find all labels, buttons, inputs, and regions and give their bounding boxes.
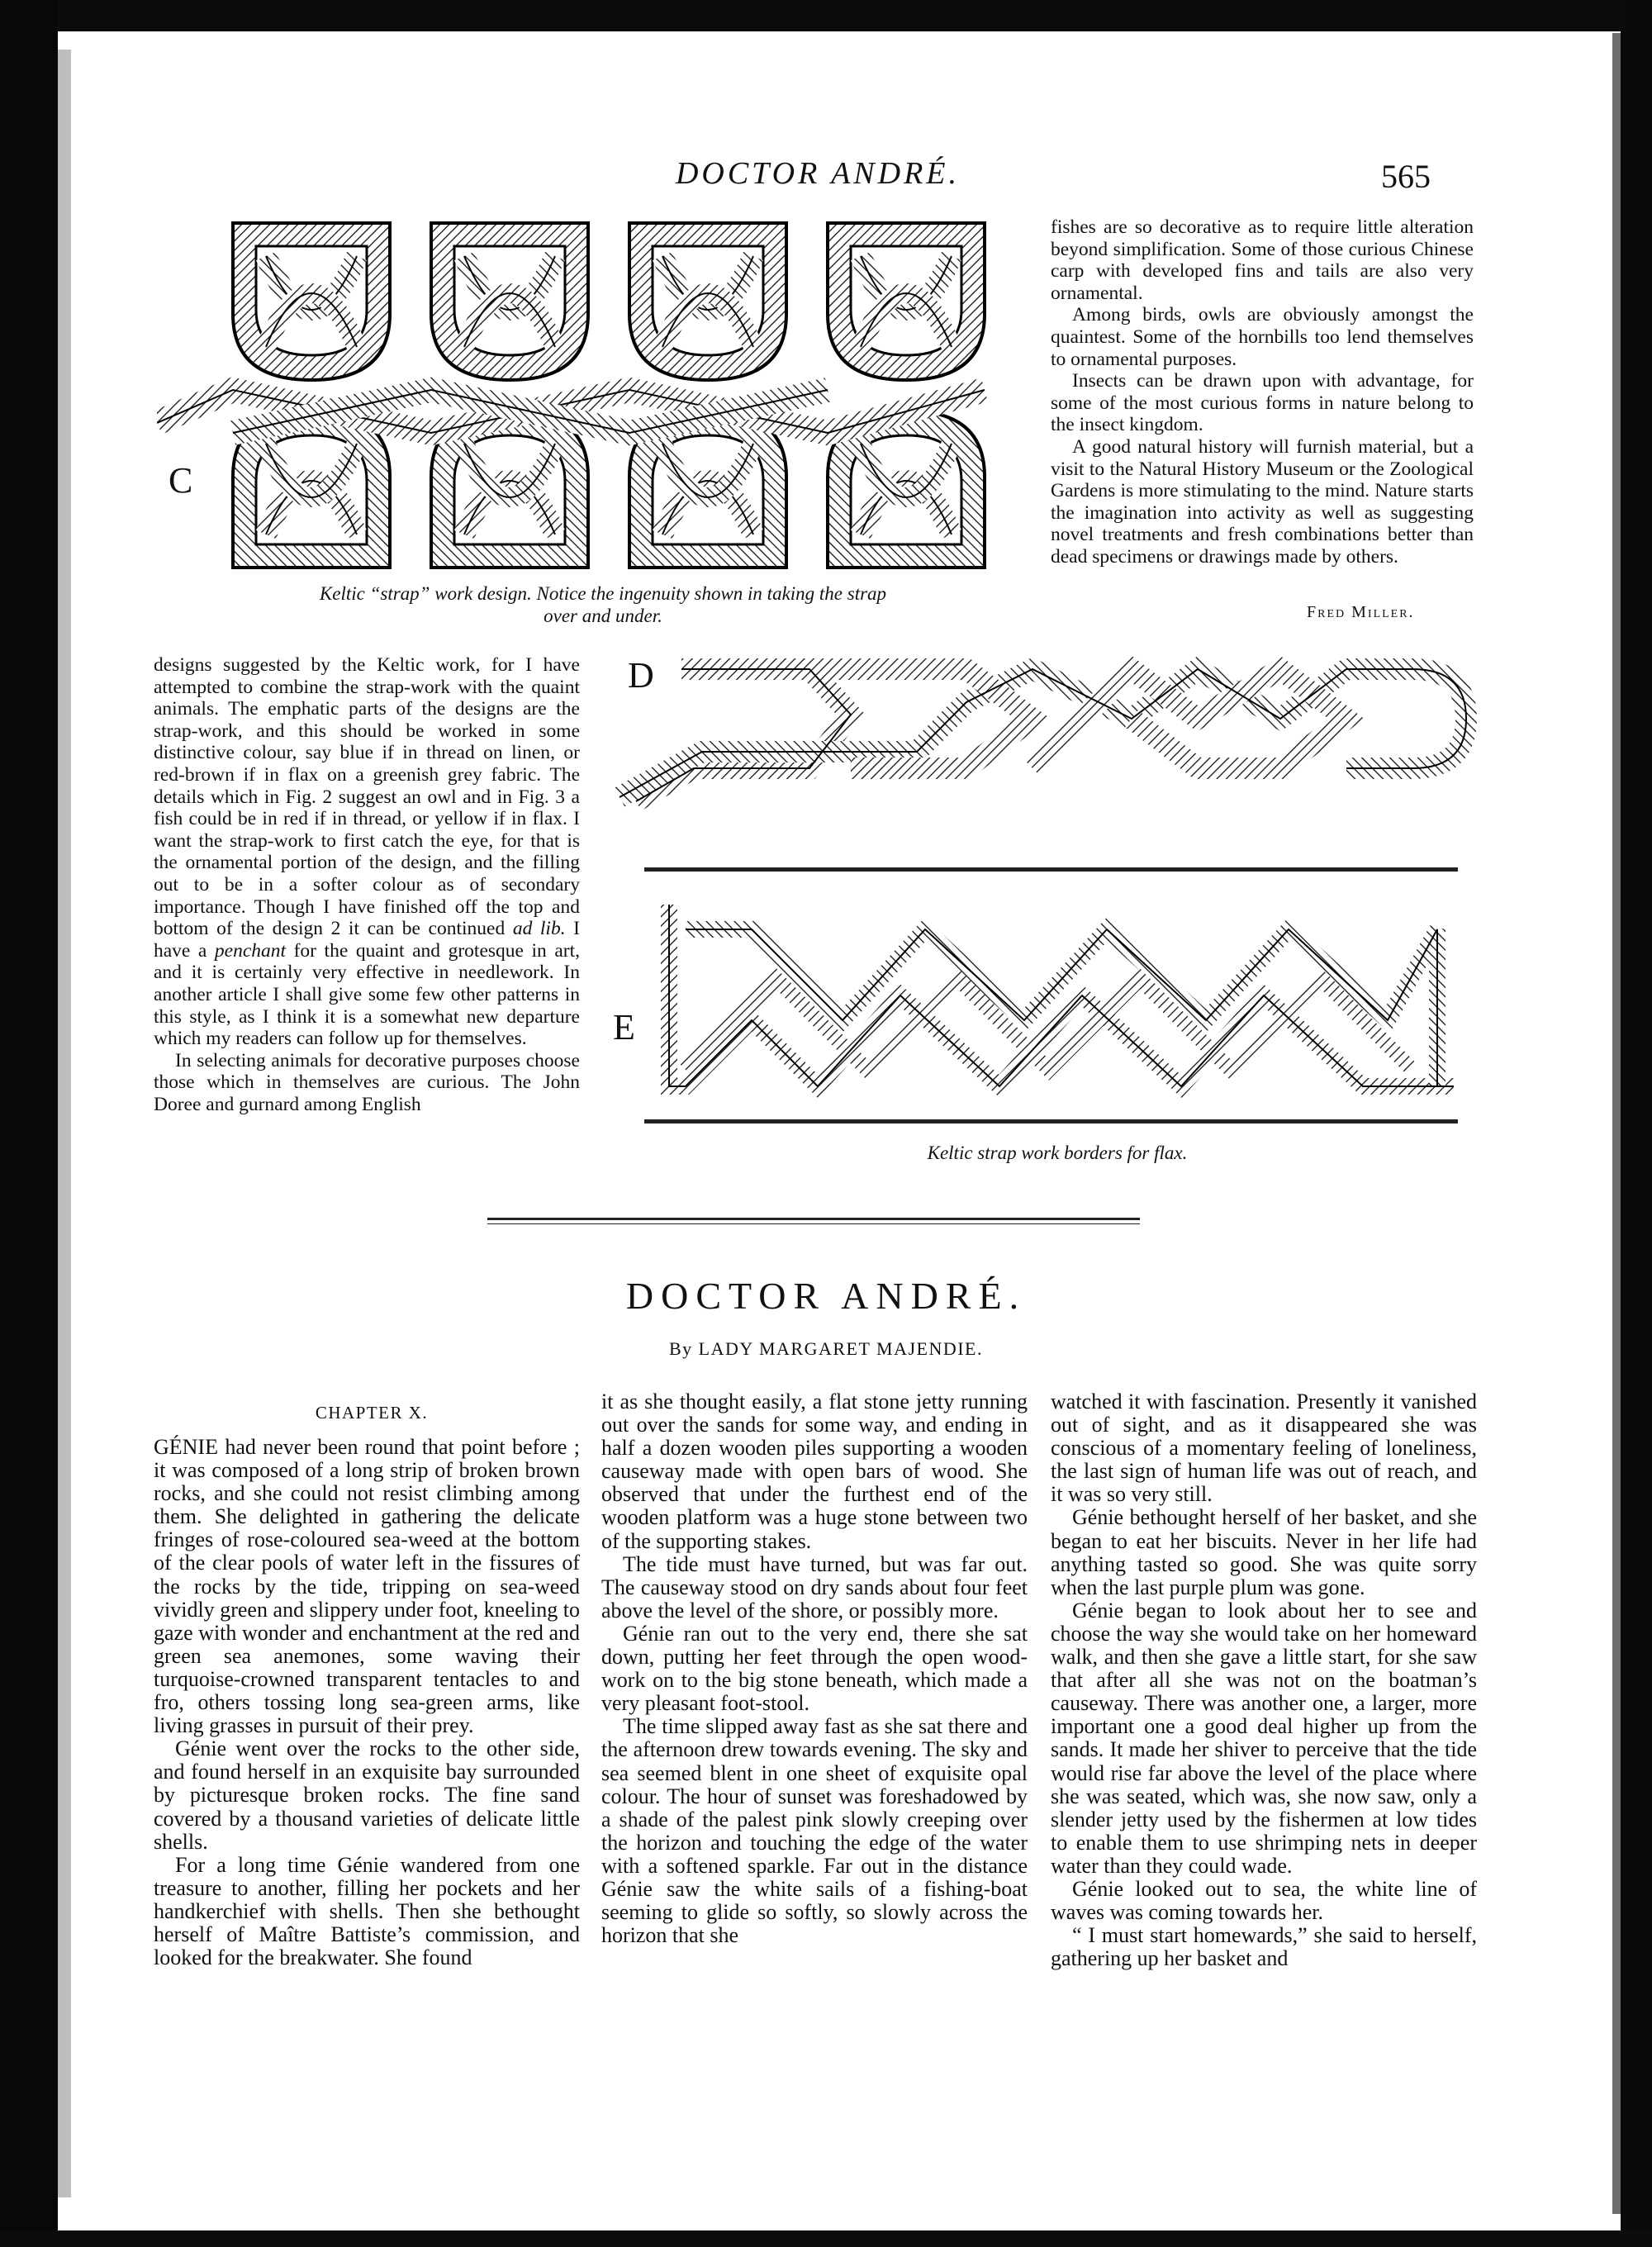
- story-column-1: [154, 1436, 580, 1969]
- story-byline: By LADY MARGARET MAJENDIE.: [669, 1338, 983, 1359]
- scan-border-right: [1621, 0, 1652, 2247]
- story-paragraph: For a long time Génie wandered from one treasure to another, filling her pockets and her handkerchief with shells. Then she bethought herself of Maître Battiste’s commission, and looked for the breakwater. She found: [154, 1852, 580, 1970]
- figure-c-caption-line2: over and under.: [544, 606, 662, 626]
- figure-c-illustration: [157, 216, 1045, 580]
- page-gutter-shadow: [58, 50, 71, 2197]
- scan-border-top: [0, 0, 1652, 31]
- figure-de-caption: Keltic strap work borders for flax.: [927, 1143, 1188, 1163]
- running-head: DOCTOR ANDRÉ.: [675, 156, 961, 191]
- story-title: DOCTOR ANDRÉ.: [625, 1275, 1027, 1317]
- figure-e-letter: E: [613, 1007, 635, 1047]
- scan-border-bottom: [0, 2230, 1652, 2247]
- strap-border-d-illustration: [603, 644, 1479, 810]
- story-paragraph: Génie began to look about her to see and choose the way she would take on her homeward walk, and then she gave a little start, for she saw that after all she was not on the boatman’s causeway. There was another one, a larger, more important one a good deal higher up from the sands. It made her shiver to perceive that the tide would rise far above the level of the place where she was seated, which was, she now saw, only a slender jetty used by the fishermen at low tides to enable them to use shrimping nets in deeper water than they could wade.: [1051, 1598, 1477, 1878]
- story-paragraph: Génie ran out to the very end, there she sat down, putting her feet through the open wood-work on to the big stone beneath, which made a very pleasant foot-stool.: [601, 1621, 1028, 1716]
- article-paragraph: [154, 654, 580, 1050]
- text-run-italic: ad lib.: [512, 918, 566, 940]
- page-number: 565: [1381, 158, 1431, 195]
- scan-border-left: [0, 0, 58, 2247]
- text-run: I have a: [154, 918, 581, 962]
- article-paragraph: Among birds, owls are obviously amongst the quaintest. Some of the hornbills too lend themselves to ornamental purposes.: [1051, 304, 1474, 370]
- story-paragraph: The time slipped away fast as she sat there and the afternoon drew towards evening. The sky and sea seemed blent in one sheet of exquisite opal colour. The hour of sunset was foreshadowed by a shade of the palest pink slowly creeping over the horizon and touching the edge of the water with a softened sparkle. Far out in the distance Génie saw the white sails of a fishing-boat seeming to glide so softly, so slowly across the horizon that she: [601, 1714, 1028, 1948]
- story-paragraph: Génie looked out to sea, the white line of waves was coming towards her.: [1051, 1876, 1477, 1925]
- figure-d-letter: D: [628, 655, 654, 696]
- story-paragraph: The tide must have turned, but was far out. The causeway stood on dry sands about four feet above the level of the shore, or possibly more.: [601, 1551, 1028, 1622]
- section-divider-rule: [487, 1223, 1140, 1224]
- strap-border-e-illustration: [653, 896, 1470, 1103]
- chapter-heading: CHAPTER X.: [315, 1403, 429, 1423]
- article-paragraph: A good natural history will furnish material, but a visit to the Natural History Museum or the Zoological Gardens is more stimulating to the mind. Nature starts the imagination into activity as well as suggesting novel treatments and fresh combinations better than dead specimens or drawings made by others.: [1051, 435, 1474, 568]
- article-left-column: [154, 654, 580, 1115]
- story-column-2: [601, 1390, 1028, 1947]
- figure-c-caption: [165, 582, 1041, 627]
- article-paragraph: In selecting animals for decorative purposes choose those which in themselves are curious. The John Doree and gurnard among English: [154, 1049, 580, 1115]
- text-run: designs suggested by the Keltic work, for I have attempted to combine the strap-work with the quaint animals. The emphatic parts of the designs are the strap-work, and this should be worked in some distinctive colour, say blue if in thread on linen, or red-brown if in flax on a greenish grey fabric. The details which in Fig. 2 suggest an owl and in Fig. 3 a fish could be in red if in thread, or yellow if in flax. I want the strap-work to first catch the eye, for that is the ornamental portion of the design, and the filling out to be in a softer colour as of secondary importance. Though I have finished off the top and bottom of the design 2 it can be continued: [154, 654, 580, 940]
- story-paragraph: GÉNIE had never been round that point before ; it was composed of a long strip of broken brown rocks, and she could not resist climbing among them. She delighted in gathering the delicate fringes of rose-coloured sea-weed at the bottom of the clear pools of water left in the fissures of the rocks by the tide, tripping on sea-weed vividly green and slippery under foot, kneeling to gaze with wonder and enchantment at the red and green sea anemones, some waving their turquoise-crowned transparent tentacles to and fro, others tossing long sea-green arms, like living grasses in pursuit of their prey.: [154, 1435, 580, 1738]
- story-paragraph: watched it with fascination. Presently it vanished out of sight, and as it disappeared she was conscious of a momentary feeling of loneliness, the last sign of human life was out of reach, and it was so very still.: [1051, 1390, 1477, 1507]
- figure-divider-rule: [644, 867, 1458, 872]
- story-paragraph: Génie bethought herself of her basket, and she began to eat her biscuits. Never in her life had anything tasted so good. She was quite sorry when the last purple plum was gone.: [1051, 1505, 1477, 1599]
- article-paragraph: fishes are so decorative as to require little alteration beyond simplification. Some of those curious Chinese carp with developed fins and tails are also very ornamental.: [1051, 216, 1474, 304]
- story-paragraph: Génie went over the rocks to the other side, and found herself in an exquisite bay surrounded by picturesque broken rocks. The fine sand covered by a thousand varieties of delicate little shells.: [154, 1736, 580, 1854]
- article-right-column: [1051, 216, 1474, 568]
- text-run: for the quaint and grotesque in art, and it is certainly very effective in needlework. In another article I shall give some few other patterns in this style, as I think it is a somewhat new departure which my readers can follow up for themselves.: [154, 939, 580, 1050]
- story-paragraph: it as she thought easily, a flat stone jetty running out over the sands for some way, and ending in half a dozen wooden piles supporting a wooden causeway made with open bars of wood. She observed that under the furthest end of the wooden platform was a huge stone between two of the supporting stakes.: [601, 1390, 1028, 1553]
- figure-divider-rule: [644, 1119, 1458, 1124]
- author-signature: Fred Miller.: [1307, 603, 1415, 621]
- text-run-italic: penchant: [214, 939, 287, 962]
- figure-c-caption-line1: Keltic “strap” work design. Notice the ingenuity shown in taking the strap: [319, 583, 887, 604]
- figure-d-illustration: [603, 644, 1479, 810]
- story-paragraph: “ I must start homewards,” she said to herself, gathering up her basket and: [1051, 1923, 1477, 1971]
- article-paragraph: Insects can be drawn upon with advantage, for some of the most curious forms in nature belong to the insect kingdom.: [1051, 370, 1474, 436]
- story-column-3: [1051, 1390, 1477, 1970]
- section-divider-rule: [487, 1218, 1140, 1220]
- figure-e-illustration: [653, 896, 1470, 1103]
- keltic-strap-work-illustration: [157, 216, 1045, 580]
- figure-c-letter: C: [169, 460, 193, 501]
- book-edge: [1612, 33, 1621, 2214]
